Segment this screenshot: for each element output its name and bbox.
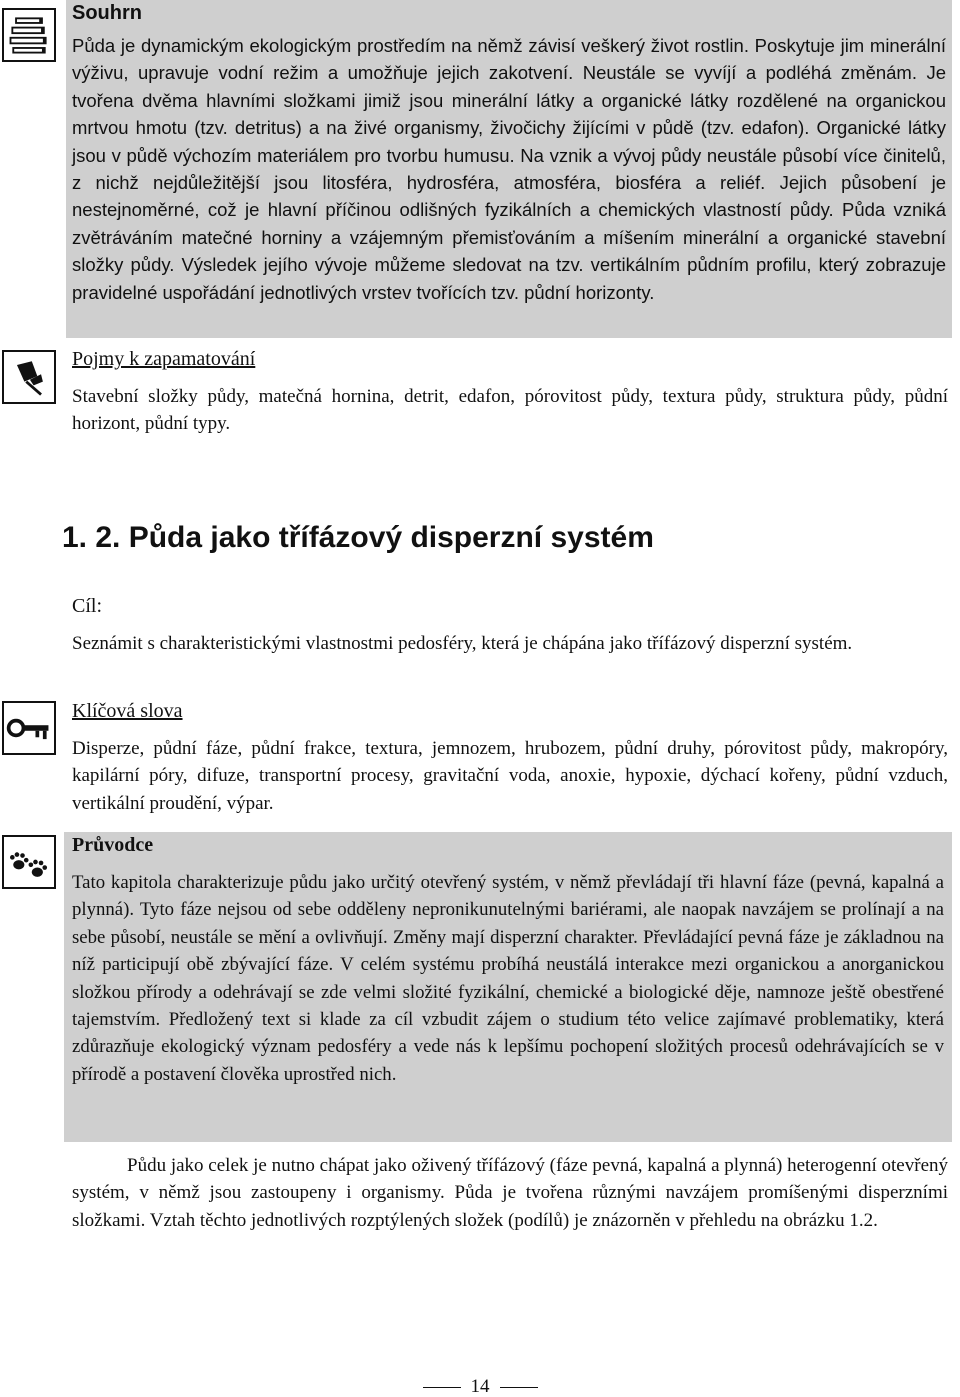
footer-rule-right (500, 1387, 538, 1389)
terms-section (72, 346, 948, 438)
keywords-title: Klíčová slova (72, 700, 183, 722)
page-number: 14 (470, 1376, 490, 1397)
guide-title: Průvodce (72, 834, 154, 856)
guide-text: Tato kapitola charakterizuje půdu jako určitý otevřený systém, v němž převládají tři hlavní fáze (pevná, kapalná a plynná). Tyto fáze nejsou od sebe odděleny nepronikunutelnými bariérami, ale naopak navzájem se prolínají a na sebe působí, neustále se mění a ovlivňují. Změny mají disperzní charakter. Převládající pevná fáze je základnou na níž participují obě zbývající fáze. V celém systému probíhá neustálá interakce mezi organickou a anorganickou složkou přírody a odehrávají se zde velmi složité fyzikální, chemické a biologické děje, namnoze ještě obestřené tajemstvím. Předložený text si klade za cíl vzbudit zájem o studium této velice zajímavé problematiky, která zdůrazňuje ekologický význam pedosféry a vede nás k lepšímu pochopení složitých procesů odehrávajících se v přírodě a postavení člověka uprostřed nich. (72, 872, 944, 1085)
paw-prints-icon (2, 835, 56, 889)
goal-title: Cíl: (72, 595, 103, 617)
books-icon (2, 8, 56, 62)
summary-box (66, 0, 952, 338)
page-footer (0, 1376, 960, 1397)
summary-text: Půda je dynamickým ekologickým prostředím na němž závisí veškerý život rostlin. Poskytuje jim minerální výživu, upravuje vodní režim a umožňuje jejich zakotvení. Neustále se vyvíjí a podléhá změnám. Je tvořena dvěma hlavními složkami jimiž jsou minerální látky a organické látky rozdělené na organickou mrtvou hmotu (tzv. detritus) a na živé organismy, živočichy žijícími v půdě (tzv. edafon). Organické látky jsou v půdě výchozím materiálem pro tvorbu humusu. Na vznik a vývoj půdy neustále působí více činitelů, z nichž nejdůležitější jsou litosféra, hydrosféra, atmosféra, biosféra a reliéf. Jejich působení je nestejnoměrné, což je hlavní příčinou odlišných fyzikálních a chemických vlastností půdy. Půda vzniká zvětráváním matečné horniny a vzájemným přemisťováním a míšením minerální a organické stavební složky půdy. Výsledek jejího vývoje můžeme sledovat na tzv. vertikálním půdním profilu, který zobrazuje pravidelné uspořádání jednotlivých vrstev tvořících tzv. půdní horizonty. (72, 35, 946, 303)
body-paragraph: Půdu jako celek je nutno chápat jako oživený třífázový (fáze pevná, kapalná a plynná) heterogenní otevřený systém, v němž jsou zastoupeny i organismy. Půda je tvořena různými navzájem promíšenými disperzními složkami. Vztah těchto jednotlivých rozptýlených složek (podílů) je znázorněn v přehledu na obrázku 1.2. (72, 1155, 948, 1231)
keywords-text: Disperze, půdní fáze, půdní frakce, textura, jemnozem, hrubozem, půdní druhy, pórovitost půdy, makropóry, kapilární póry, difuze, transportní procesy, gravitační voda, anoxie, hypoxie, dýchací kořeny, půdní vzduch, vertikální proudění, výpar. (72, 738, 948, 814)
goal-section (72, 593, 948, 657)
footer-rule-left (423, 1387, 461, 1389)
keywords-section (72, 698, 948, 817)
goal-text: Seznámit s charakteristickými vlastnostmi pedosféry, která je chápána jako třífázový disperzní systém. (72, 633, 853, 654)
summary-title: Souhrn (72, 2, 142, 24)
pushpin-icon (2, 350, 56, 404)
key-icon (2, 701, 56, 755)
guide-box (64, 832, 952, 1142)
terms-text: Stavební složky půdy, matečná hornina, detrit, edafon, pórovitost půdy, textura půdy, struktura půdy, půdní horizont, půdní typy. (72, 386, 948, 435)
terms-title: Pojmy k zapamatování (72, 348, 256, 370)
section-title: 1. 2. Půda jako třífázový disperzní systém (62, 521, 654, 554)
